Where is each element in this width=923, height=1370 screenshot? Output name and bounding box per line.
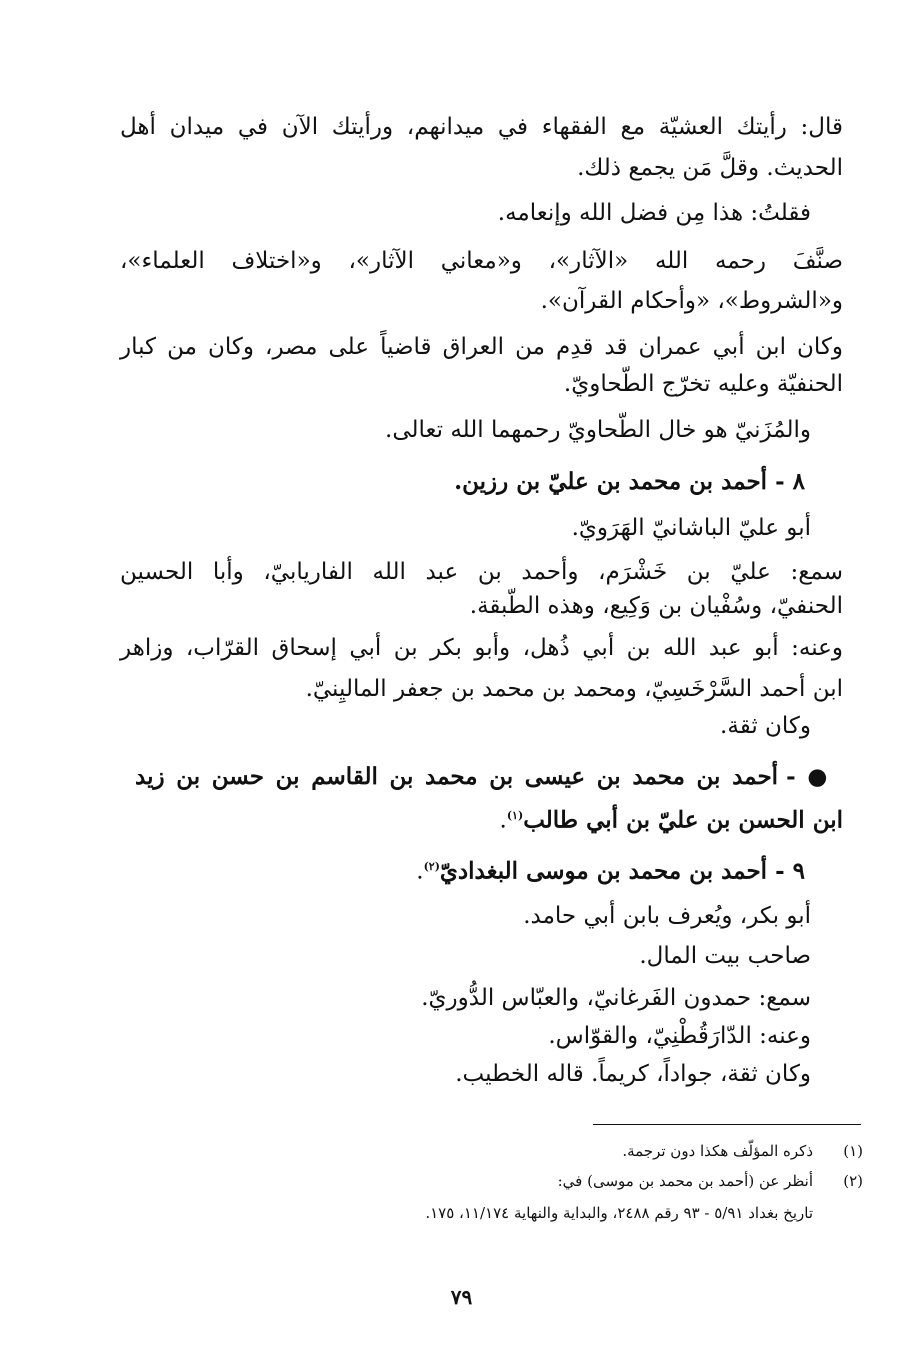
body-line: أبو عليّ الباشانيّ الهَرَويّ. — [571, 515, 811, 541]
body-line: الحديث. وقلَّ مَن يجمع ذلك. — [577, 155, 843, 181]
body-line: قال: رأيتك العشيّة مع الفقهاء في ميدانهم، ورأيتك الآن في ميدان أهل — [120, 114, 843, 140]
entry-heading: ٨ - أحمد بن محمد بن عليّ بن رزين. — [454, 468, 805, 495]
entry-heading — [416, 851, 805, 888]
body-line: وعنه: أبو عبد الله بن أبي ذُهل، وأبو بكر بن أبي إسحاق القرّاب، وزاهر — [120, 635, 843, 661]
body-line: الحنفيّ، وسُفْيان بن وَكِيع، وهذه الطّبقة. — [469, 593, 843, 619]
body-line: وكان ثقة. — [720, 713, 811, 739]
footnote-text: ذكره المؤلّف هكذا دون ترجمة. — [622, 1142, 813, 1160]
entry-heading-text: ٩ - أحمد بن محمد بن موسى البغداديّ — [439, 857, 805, 885]
body-line: وكان ابن أبي عمران قد قدِم من العراق قاضياً على مصر، وكان من كبار — [120, 334, 843, 360]
body-line: ابن أحمد السَّرْخَسِيّ، ومحمد بن محمد بن جعفر الماليِنيّ. — [305, 676, 843, 702]
body-line: فقلتُ: هذا مِن فضل الله وإنعامه. — [497, 200, 811, 226]
punctuation: . — [416, 858, 424, 885]
footnote-ref: (٢) — [423, 860, 440, 873]
footnote-ref: (١) — [506, 809, 524, 822]
entry-heading-text: - أحمد بن محمد بن عيسى بن محمد بن القاسم بن حسن بن زيد — [135, 763, 796, 790]
footnote-number: (١) — [843, 1142, 863, 1160]
body-line: سمع: حمدون الفَرغانيّ، والعبّاس الدُّوريّ. — [421, 985, 811, 1011]
page-number: ٧٩ — [450, 1285, 473, 1309]
footnote-text: تاريخ بغداد ٥/٩١ - ٩٣ رقم ٢٤٨٨، والبداية والنهاية ١١/١٧٤، ١٧٥. — [425, 1204, 813, 1222]
body-line: صنَّفَ رحمه الله «الآثار»، و«معاني الآثار»، و«اختلاف العلماء»، — [120, 248, 843, 274]
body-line: والمُزَنيّ هو خال الطّحاويّ رحمهما الله تعالى. — [385, 417, 811, 443]
body-line: أبو بكر، ويُعرف بابن أبي حامد. — [523, 903, 811, 929]
footnote-number: (٢) — [843, 1172, 863, 1190]
entry-heading — [135, 761, 831, 793]
footnote-divider — [593, 1124, 861, 1125]
body-line: الحنفيّة وعليه تخرّج الطّحاويّ. — [563, 371, 843, 397]
footnote-text: أنظر عن (أحمد بن محمد بن موسى) في: — [557, 1172, 813, 1190]
bullet-icon: ● — [807, 763, 831, 790]
body-line: صاحب بيت المال. — [639, 943, 811, 969]
entry-heading — [500, 800, 843, 837]
body-line: سمع: عليّ بن خَشْرَم، وأحمد بن عبد الله الفاريابيّ، وأبا الحسين — [120, 559, 843, 585]
body-line: وكان ثقة، جواداً، كريماً. قاله الخطيب. — [455, 1061, 811, 1087]
body-line: وعنه: الدّارَقُطْنِيّ، والقوّاس. — [548, 1023, 811, 1049]
punctuation: . — [499, 807, 507, 834]
entry-heading-text: ابن الحسن بن عليّ بن أبي طالب — [523, 806, 843, 834]
body-line: و«الشروط»، «وأحكام القرآن». — [540, 288, 843, 314]
